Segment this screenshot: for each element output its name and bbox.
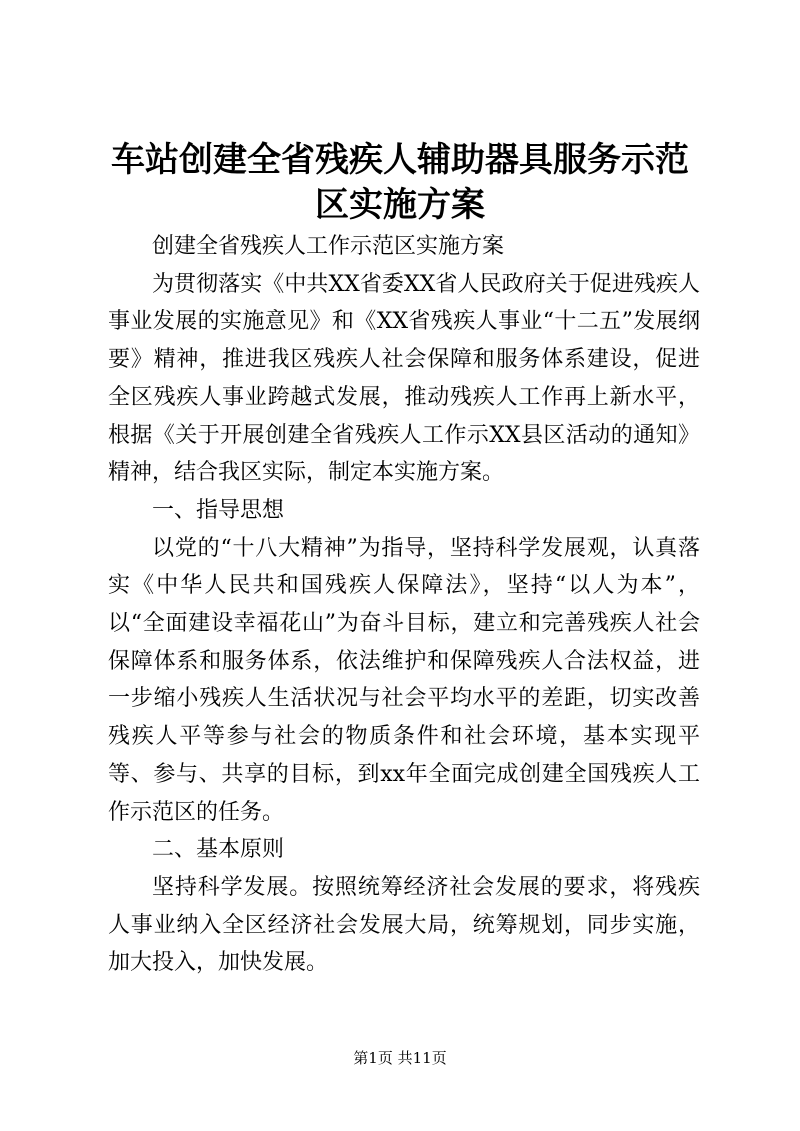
guiding-thought-paragraph: 以党的“十八大精神”为指导，坚持科学发展观，认真落实《中华人民共和国残疾人保障法》，坚持“以人为本”，以“全面建设幸福花山”为奋斗目标，建立和完善残疾人社会保障体系和服务体系，依法维护和保障残疾人合法权益，进一步缩小残疾人生活状况与社会平均水平的差距，切实改善残疾人平等参与社会的物质条件和社会环境，基本实现平等、参与、共享的目标，到xx年全面完成创建全国残疾人工作示范区的任务。 bbox=[108, 535, 700, 825]
section-heading-guiding-thought: 一、指导思想 bbox=[152, 497, 285, 523]
intro-paragraph: 为贯彻落实《中共XX省委XX省人民政府关于促进残疾人事业发展的实施意见》和《XX省残疾人事业“十二五”发展纲要》精神，推进我区残疾人社会保障和服务体系建设，促进全区残疾人事业跨越式发展，推动残疾人工作再上新水平，根据《关于开展创建全省残疾人工作示XX县区活动的通知》精神，结合我区实际，制定本实施方案。 bbox=[108, 271, 700, 486]
basic-principles-paragraph: 坚持科学发展。按照统筹经济社会发展的要求，将残疾人事业纳入全区经济社会发展大局，统筹规划，同步实施，加大投入，加快发展。 bbox=[108, 874, 700, 976]
document-title: 车站创建全省残疾人辅助器具服务示范区实施方案 bbox=[111, 140, 689, 225]
section-heading-basic-principles: 二、基本原则 bbox=[152, 837, 285, 863]
document-body bbox=[108, 228, 700, 982]
subtitle-paragraph: 创建全省残疾人工作示范区实施方案 bbox=[152, 234, 505, 259]
page-number-footer: 第1页 共11页 bbox=[353, 1049, 447, 1067]
